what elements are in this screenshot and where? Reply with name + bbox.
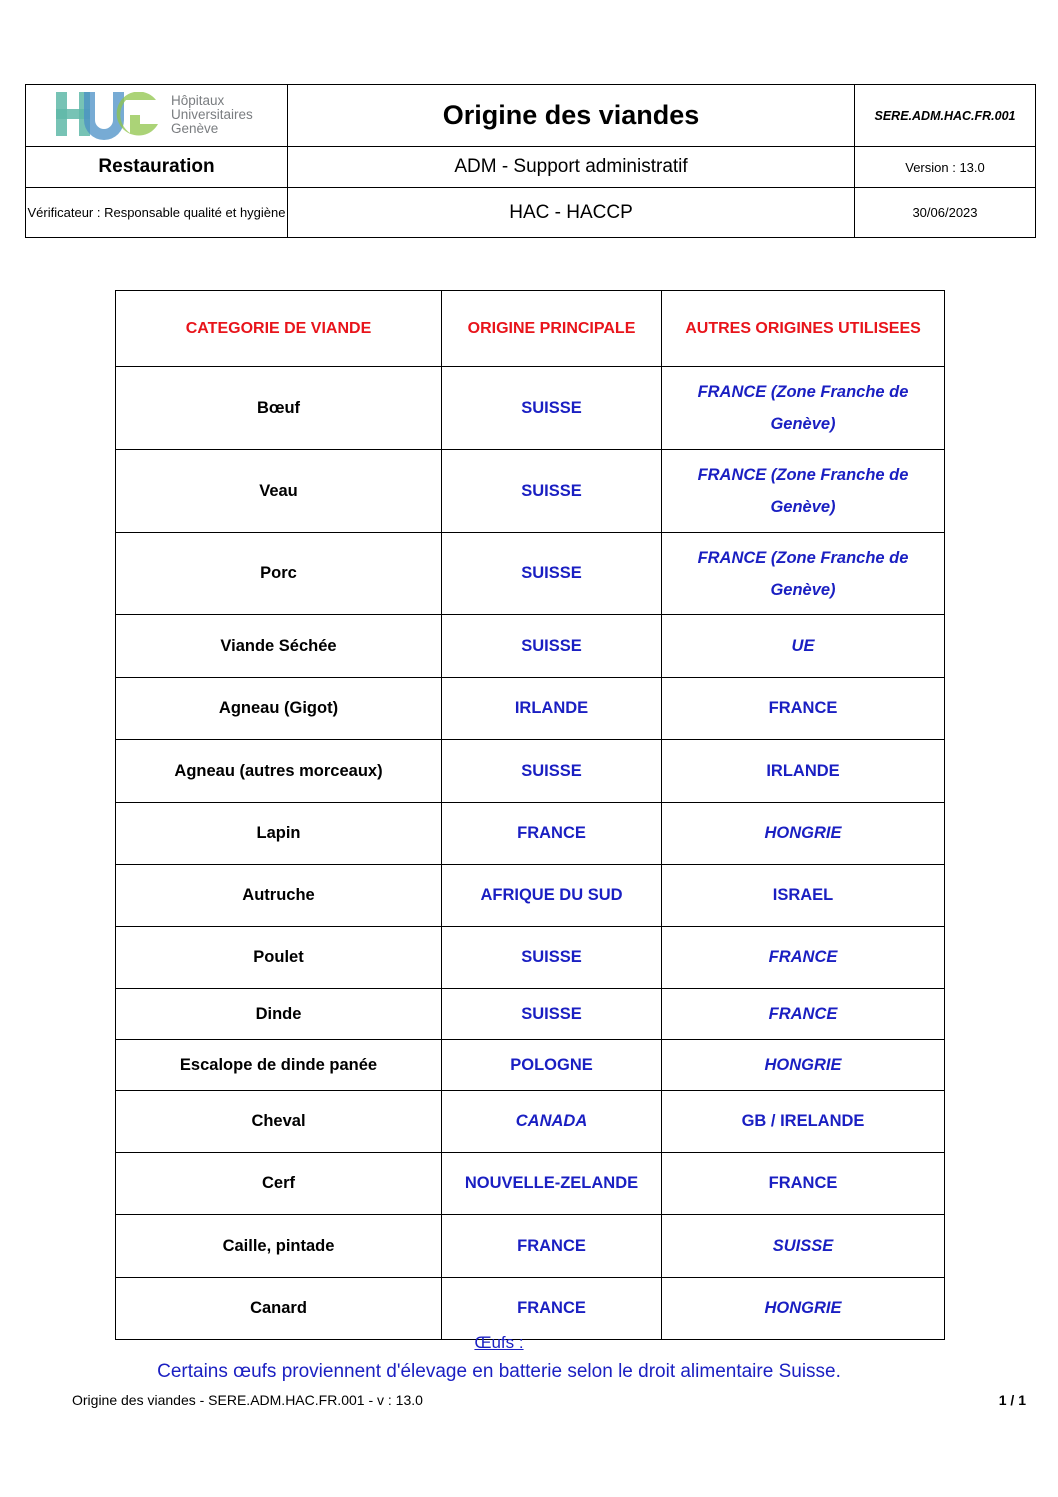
column-header: AUTRES ORIGINES UTILISEES: [662, 291, 945, 367]
table-row: [116, 678, 945, 740]
other-origins: FRANCE (Zone Franche de Genève): [662, 533, 945, 615]
document-subdomain: HAC - HACCP: [288, 188, 855, 238]
meat-category: Caille, pintade: [116, 1215, 442, 1278]
other-origins: FRANCE: [662, 927, 945, 989]
main-origin: FRANCE: [442, 803, 662, 865]
logo-line-3: Genève: [171, 121, 219, 136]
main-origin: IRLANDE: [442, 678, 662, 740]
main-origin: CANADA: [442, 1091, 662, 1153]
table-row: [116, 533, 945, 615]
meat-category: Agneau (autres morceaux): [116, 740, 442, 803]
other-origins: HONGRIE: [662, 1040, 945, 1091]
main-origin: POLOGNE: [442, 1040, 662, 1091]
other-origins: FRANCE (Zone Franche de Genève): [662, 450, 945, 533]
table-row: [116, 615, 945, 678]
table-row: [116, 803, 945, 865]
table-row: [116, 1215, 945, 1278]
hug-logo: [26, 85, 287, 146]
main-origin: SUISSE: [442, 927, 662, 989]
other-origins: HONGRIE: [662, 1278, 945, 1340]
other-origins: IRLANDE: [662, 740, 945, 803]
column-header: ORIGINE PRINCIPALE: [442, 291, 662, 367]
column-header: CATEGORIE DE VIANDE: [116, 291, 442, 367]
origins-table: [115, 290, 945, 1340]
table-row: [116, 1091, 945, 1153]
table-row: [116, 927, 945, 989]
document-title: Origine des viandes: [288, 85, 855, 147]
main-origin: SUISSE: [442, 615, 662, 678]
table-row: [116, 989, 945, 1040]
table-row: [116, 865, 945, 927]
main-origin: FRANCE: [442, 1215, 662, 1278]
meat-category: Dinde: [116, 989, 442, 1040]
meat-category: Cheval: [116, 1091, 442, 1153]
verificateur: Vérificateur : Responsable qualité et hygiène: [26, 188, 288, 238]
meat-category: Canard: [116, 1278, 442, 1340]
main-origin: SUISSE: [442, 533, 662, 615]
other-origins: FRANCE: [662, 989, 945, 1040]
meat-category: Agneau (Gigot): [116, 678, 442, 740]
logo-line-2: Universitaires: [171, 107, 253, 122]
main-origin: SUISSE: [442, 367, 662, 450]
meat-category: Cerf: [116, 1153, 442, 1215]
document-version: Version : 13.0: [855, 147, 1036, 188]
service-name: Restauration: [26, 147, 288, 188]
document-code: SERE.ADM.HAC.FR.001: [855, 85, 1036, 147]
meat-category: Poulet: [116, 927, 442, 989]
main-origin: FRANCE: [442, 1278, 662, 1340]
main-origin: SUISSE: [442, 740, 662, 803]
meat-category: Lapin: [116, 803, 442, 865]
logo-cell: [26, 85, 288, 147]
logo-text: [171, 94, 253, 136]
footer-reference: Origine des viandes - SERE.ADM.HAC.FR.001 - v : 13.0: [72, 1392, 423, 1408]
other-origins: FRANCE (Zone Franche de Genève): [662, 367, 945, 450]
meat-category: Viande Séchée: [116, 615, 442, 678]
main-origin: SUISSE: [442, 989, 662, 1040]
hug-logo-mark: [56, 92, 162, 140]
logo-line-1: Hôpitaux: [171, 93, 225, 108]
other-origins: UE: [662, 615, 945, 678]
main-origin: NOUVELLE-ZELANDE: [442, 1153, 662, 1215]
other-origins: FRANCE: [662, 1153, 945, 1215]
table-row: [116, 1040, 945, 1091]
meat-category: Veau: [116, 450, 442, 533]
eggs-note-text: Certains œufs proviennent d'élevage en batterie selon le droit alimentaire Suisse.: [157, 1361, 841, 1382]
page-number: 1 / 1: [998, 1392, 1026, 1408]
other-origins: SUISSE: [662, 1215, 945, 1278]
document-header: [25, 84, 1036, 238]
meat-category: Porc: [116, 533, 442, 615]
table-row: [116, 450, 945, 533]
other-origins: ISRAEL: [662, 865, 945, 927]
table-row: [116, 367, 945, 450]
meat-category: Escalope de dinde panée: [116, 1040, 442, 1091]
table-row: [116, 1278, 945, 1340]
other-origins: GB / IRELANDE: [662, 1091, 945, 1153]
main-origin: SUISSE: [442, 450, 662, 533]
document-date: 30/06/2023: [855, 188, 1036, 238]
table-row: [116, 1153, 945, 1215]
document-domain: ADM - Support administratif: [288, 147, 855, 188]
main-origin: AFRIQUE DU SUD: [442, 865, 662, 927]
table-header-row: [116, 291, 945, 367]
meat-category: Autruche: [116, 865, 442, 927]
meat-category: Bœuf: [116, 367, 442, 450]
other-origins: HONGRIE: [662, 803, 945, 865]
other-origins: FRANCE: [662, 678, 945, 740]
table-row: [116, 740, 945, 803]
eggs-note-title: Œufs :: [474, 1333, 524, 1352]
